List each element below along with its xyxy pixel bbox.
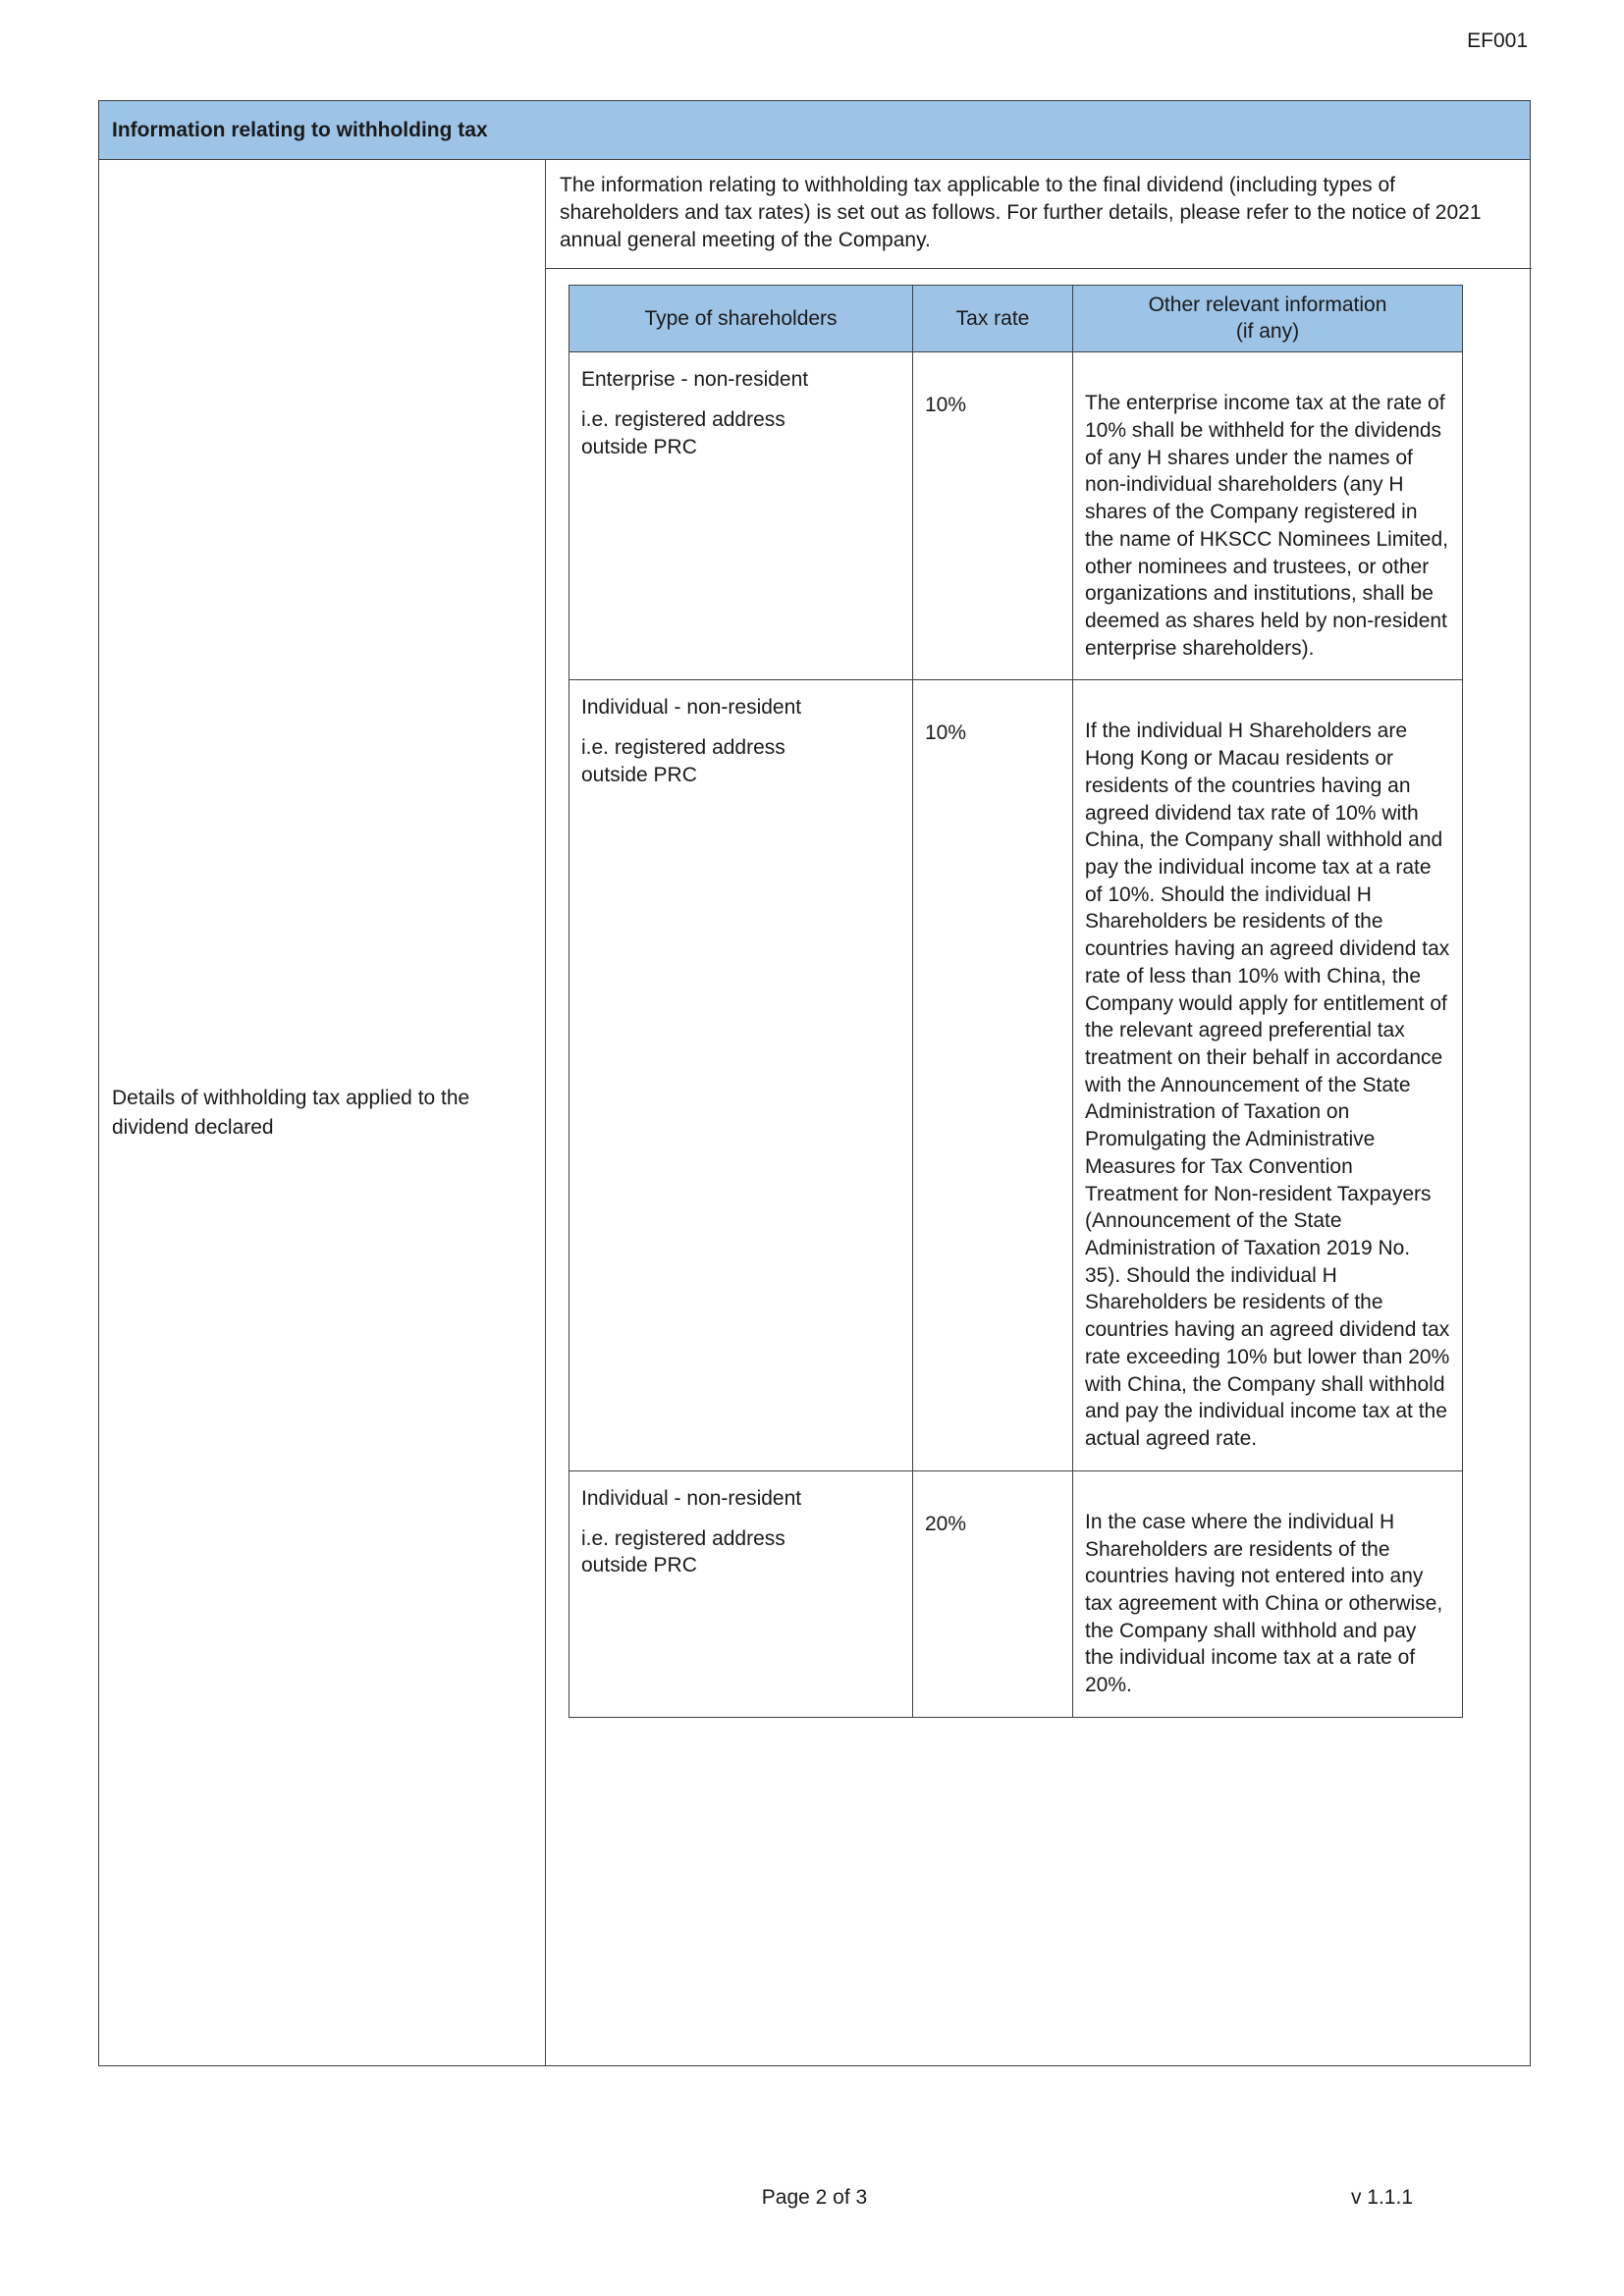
- col-header-other-info-line2: (if any): [1235, 320, 1300, 344]
- row-label-cell: [99, 160, 546, 2065]
- col-header-tax-rate: Tax rate: [913, 285, 1073, 351]
- withholding-tax-section: [98, 160, 1531, 2066]
- shareholder-type: Individual - non-resident: [581, 1486, 802, 1510]
- shareholder-type: Individual - non-resident: [581, 696, 802, 720]
- intro-text: The information relating to withholding tax applicable to the final dividend (including types of shareholders and tax rates) is set out as follows. For further details, please refer to the notice of 2021 annual general meeting of the Company.: [546, 160, 1532, 269]
- col-header-other-info: [1073, 285, 1463, 351]
- shareholder-type-cell: [569, 352, 913, 680]
- row-label: Details of withholding tax applied to the dividend declared: [112, 1087, 470, 1139]
- section-body: [546, 160, 1532, 2065]
- shareholder-note: i.e. registered address outside PRC: [581, 407, 785, 458]
- tax-table-container: [546, 269, 1532, 1741]
- shareholder-note: i.e. registered address outside PRC: [581, 736, 785, 786]
- form-content: [98, 100, 1531, 2066]
- page-number: Page 2 of 3: [761, 2186, 868, 2209]
- version-label: v 1.1.1: [1350, 2186, 1413, 2209]
- table-header-row: [569, 285, 1463, 351]
- table-row: [569, 680, 1463, 1470]
- tax-rate-cell: 10%: [913, 680, 1073, 1470]
- form-code: EF001: [1467, 29, 1528, 52]
- section-title: Information relating to withholding tax: [112, 118, 488, 141]
- other-info-cell: The enterprise income tax at the rate of 10% shall be withheld for the dividends of any H shares under the names of non-individual shareholders (any H shares of the Company registered in the name of HKSCC Nominees Limited, other nominees and trustees, or other organizations and institutions, shall be deemed as shares held by non-resident enterprise shareholders).: [1073, 352, 1463, 680]
- tax-rate-cell: 10%: [913, 352, 1073, 680]
- tax-rate-cell: 20%: [913, 1470, 1073, 1717]
- table-row: [569, 1470, 1463, 1717]
- col-header-other-info-line1: Other relevant information: [1148, 293, 1387, 316]
- col-header-shareholder-type: Type of shareholders: [569, 285, 913, 351]
- other-info-cell: If the individual H Shareholders are Hong Kong or Macau residents or residents of the countries having an agreed dividend tax rate of 10% with China, the Company shall withhold and pay the individual income tax at a rate of 10%. Should the individual H Shareholders be residents of the countries having an agreed dividend tax rate of less than 10% with China, the Company would apply for entitlement of the relevant agreed preferential tax treatment on their behalf in accordance with the Announcement of the State Administration of Taxation on Promulgating the Administrative Measures for Tax Convention Treatment for Non-resident Taxpayers (Announcement of the State Administration of Taxation 2019 No. 35). Should the individual H Shareholders be residents of the countries having an agreed dividend tax rate exceeding 10% but lower than 20% with China, the Company shall withhold and pay the individual income tax at the actual agreed rate.: [1073, 680, 1463, 1470]
- shareholder-type: Enterprise - non-resident: [581, 368, 809, 392]
- shareholder-note: i.e. registered address outside PRC: [581, 1526, 785, 1577]
- shareholder-type-cell: [569, 680, 913, 1470]
- tax-rate-table: [568, 285, 1463, 1718]
- page-footer: [98, 2186, 1531, 2210]
- table-row: [569, 352, 1463, 680]
- other-info-cell: In the case where the individual H Shareholders are residents of the countries having not entered into any tax agreement with China or otherwise, the Company shall withhold and pay the individual income tax at a rate of 20%.: [1073, 1470, 1463, 1717]
- section-title-bar: [98, 100, 1531, 160]
- shareholder-type-cell: [569, 1470, 913, 1717]
